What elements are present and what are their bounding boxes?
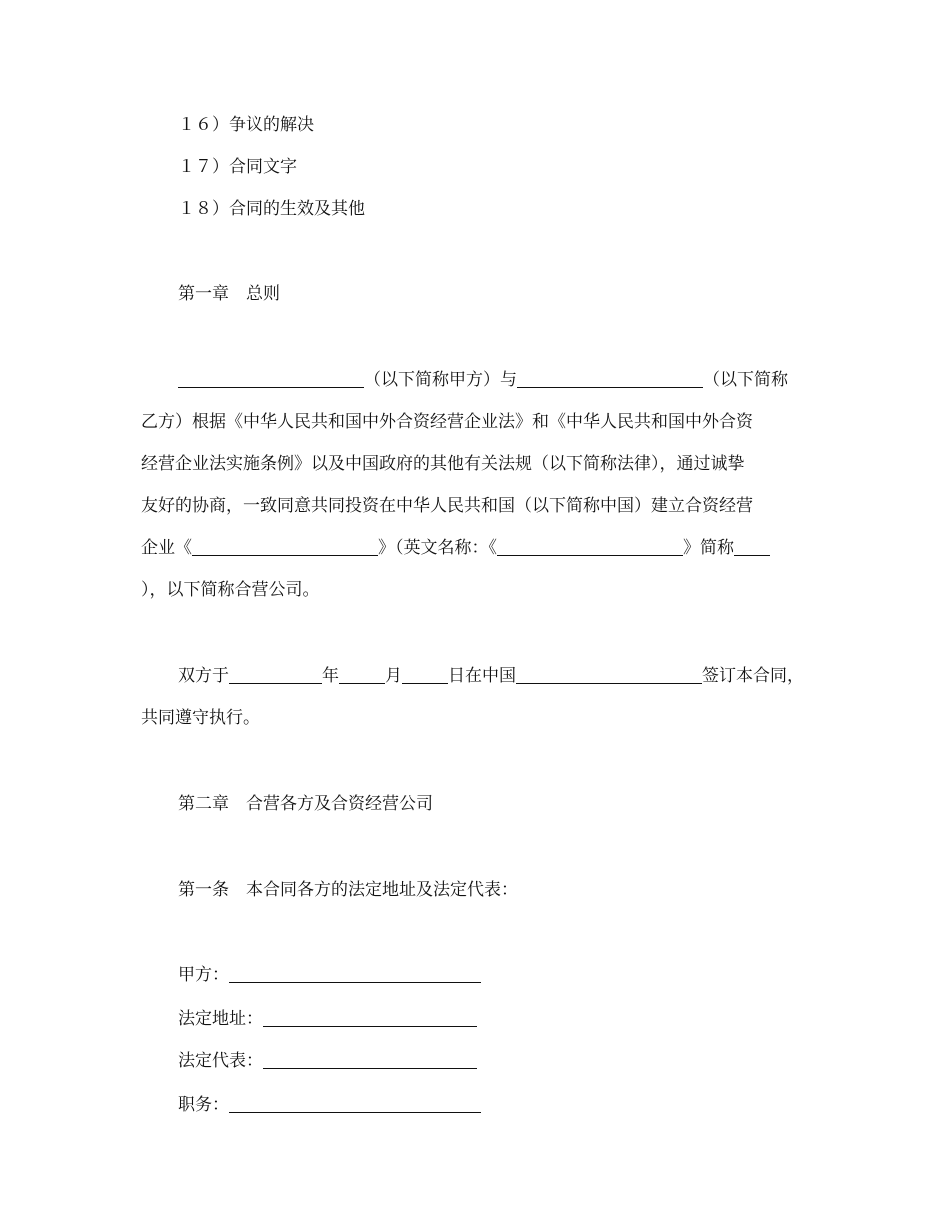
chapter-1-paragraph-2-line-2: 共同遵守执行。 [141,708,260,728]
legal-address-field [178,1007,477,1031]
chapter-1-paragraph-1-line-3: 经营企业法实施条例》以及中国政府的其他有关法规（以下简称法律），通过诚挚 [141,454,745,474]
toc-item-17: １７）合同文字 [178,157,297,177]
party-a-name-blank[interactable] [178,369,364,388]
toc-item-18: １８）合同的生效及其他 [178,199,365,219]
text-segment: 》简称 [683,538,734,558]
chapter-1-paragraph-1-line-1 [178,368,788,392]
position-blank[interactable] [229,1094,481,1113]
text-segment: 签订本合同， [702,666,804,686]
chapter-1-paragraph-2-line-1 [178,664,804,688]
chapter-1-paragraph-1-line-2: 乙方）根据《中华人民共和国中外合资经营企业法》和《中华人民共和国中外合资 [141,412,753,432]
short-name-blank[interactable] [734,537,770,556]
party-a-field [178,963,481,987]
field-label: 职务： [178,1095,229,1115]
legal-representative-blank[interactable] [263,1050,477,1069]
legal-representative-field [178,1049,477,1073]
company-name-blank[interactable] [192,537,378,556]
legal-address-blank[interactable] [263,1008,477,1027]
field-label: 法定代表： [178,1051,263,1071]
chapter-1-paragraph-1-line-5 [141,536,770,560]
chapter-2-title: 第二章 合营各方及合资经营公司 [178,794,433,814]
text-segment: （以下简称甲方）与 [364,370,517,390]
text-segment: 双方于 [178,666,229,686]
chapter-1-title: 第一章 总则 [178,284,280,304]
chapter-1-paragraph-1-line-4: 友好的协商，一致同意共同投资在中华人民共和国（以下简称中国）建立合资经营 [141,496,753,516]
toc-item-16: １６）争议的解决 [178,115,314,135]
party-b-name-blank[interactable] [517,369,703,388]
place-blank[interactable] [516,665,702,684]
text-segment: （以下简称 [703,370,788,390]
position-field [178,1093,481,1117]
text-segment: 》（英文名称：《 [378,538,497,558]
chapter-1-paragraph-1-line-6: ），以下简称合营公司。 [141,580,320,600]
field-label: 法定地址： [178,1009,263,1029]
text-segment: 企业《 [141,538,192,558]
text-segment: 日在中国 [448,666,516,686]
english-name-blank[interactable] [497,537,683,556]
text-segment: 年 [322,666,339,686]
month-blank[interactable] [339,665,385,684]
year-blank[interactable] [229,665,322,684]
party-a-blank[interactable] [229,964,481,983]
field-label: 甲方： [178,965,229,985]
day-blank[interactable] [402,665,448,684]
text-segment: 月 [385,666,402,686]
article-1-heading: 第一条 本合同各方的法定地址及法定代表： [178,880,518,900]
